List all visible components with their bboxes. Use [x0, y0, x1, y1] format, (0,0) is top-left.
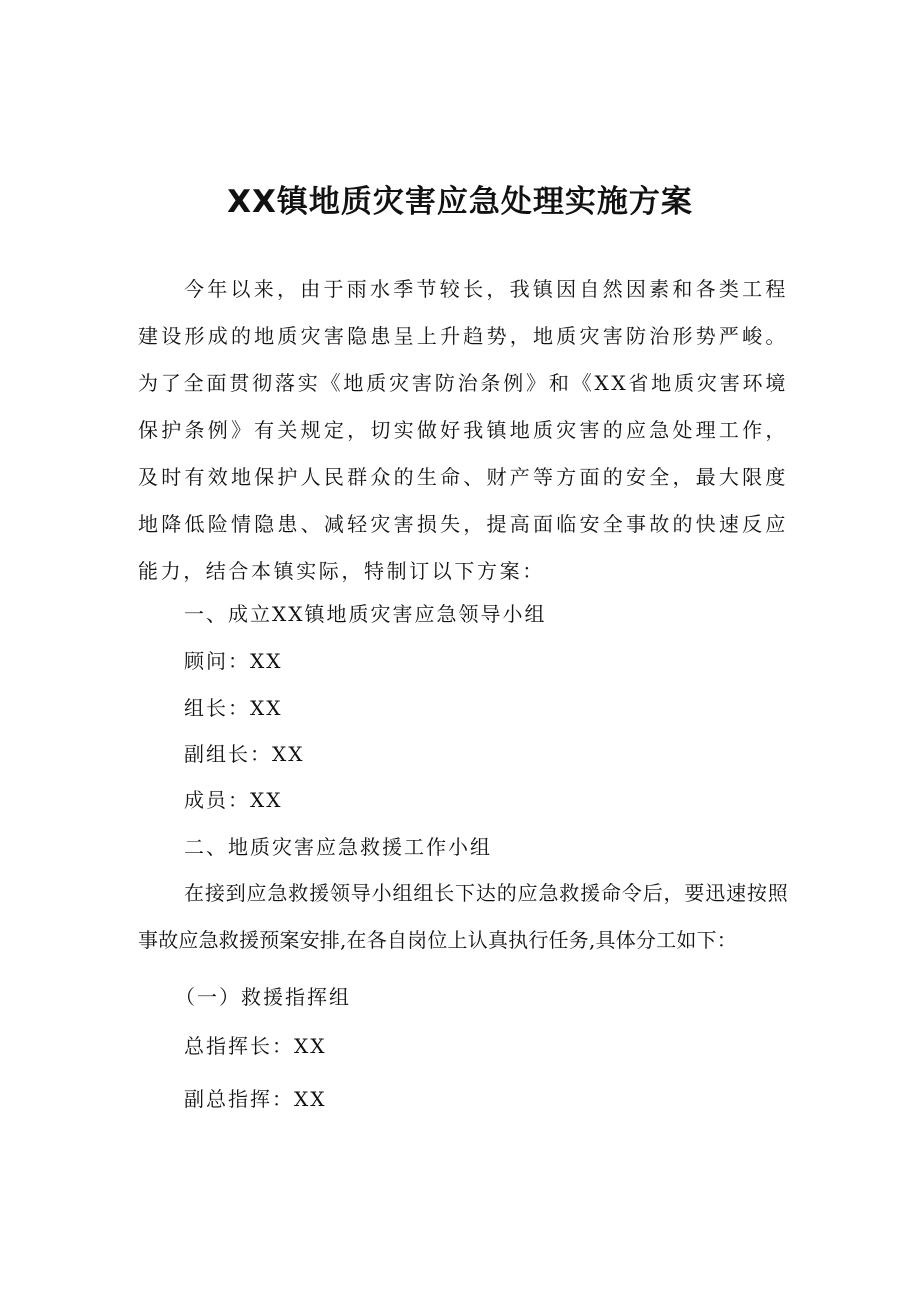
leader-line: 组长：XX — [184, 696, 283, 720]
chief-commander-line: 总指挥长：XX — [184, 1034, 327, 1058]
document-title: XX镇地质灾害应急处理实施方案 — [227, 184, 693, 220]
section-2-heading: 二、地质灾害应急救援工作小组 — [184, 835, 492, 859]
deputy-commander-line: 副总指挥：XX — [184, 1087, 327, 1111]
deputy-leader-line: 副组长：XX — [184, 742, 305, 766]
section-2-body: 在接到应急救援领导小组组长下达的应急救援命令后，要迅速按照事故应急救援预案安排,在各自岗位上认真执行任务,具体分工如下： — [138, 881, 788, 952]
intro-paragraph: 今年以来，由于雨水季节较长，我镇因自然因素和各类工程建设形成的地质灾害隐患呈上升趋势，地质灾害防治形势严峻。为了全面贯彻落实《地质灾害防治条例》和《XX省地质灾害环境保护条例》有关规定，切实做好我镇地质灾害的应急处理工作，及时有效地保护人民群众的生命、财产等方面的安全，最大限度地降低险情隐患、减轻灾害损失，提高面临安全事故的快速反应能力，结合本镇实际，特制订以下方案： — [138, 277, 788, 583]
adviser-line: 顾问：XX — [184, 649, 283, 673]
subsection-1-heading: （一）救援指挥组 — [175, 985, 351, 1009]
members-line: 成员：XX — [184, 788, 283, 812]
section-1-heading: 一、成立XX镇地质灾害应急领导小组 — [184, 602, 547, 626]
